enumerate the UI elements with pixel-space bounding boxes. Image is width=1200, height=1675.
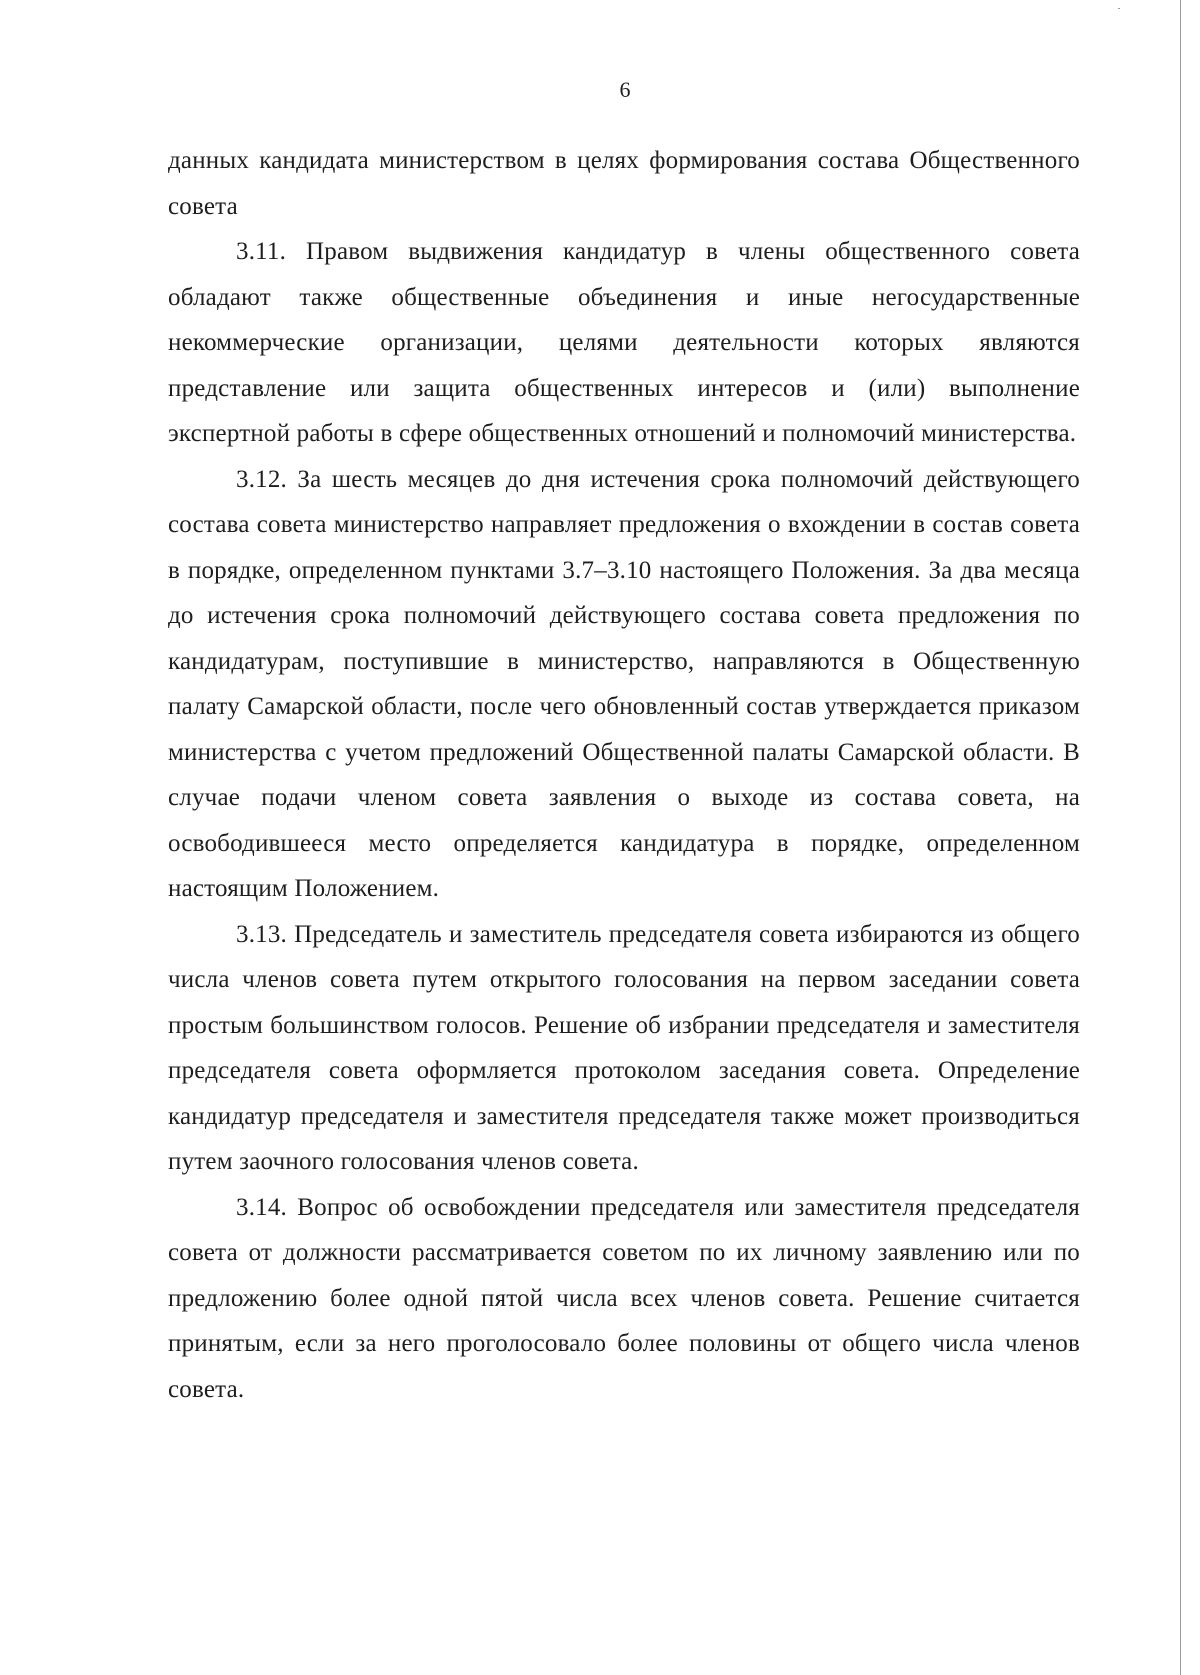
paragraph-3-14: 3.14. Вопрос об освобождении председателя или заместителя председателя совета от должности рассматривается советом по их личному заявлению или по предложению более одной пятой числа всех членов совета. Решение считается принятым, если за него проголосовало более половины от общего числа членов совета. xyxy=(168,1193,1080,1403)
document-body xyxy=(168,138,1080,1412)
paragraph-3-11: 3.11. Правом выдвижения кандидатур в члены общественного совета обладают также общественные объединения и иные негосударственные некоммерческие организации, целями деятельности которых являются представление или защита общественных интересов и (или) выполнение экспертной работы в сфере общественных отношений и полномочий министерства. xyxy=(168,238,1080,447)
paragraph-continuation: данных кандидата министерством в целях формирования состава Общественного совета xyxy=(168,147,1080,220)
paragraph-3-12: 3.12. За шесть месяцев до дня истечения срока полномочий действующего состава совета министерство направляет предложения о вхождении в состав совета в порядке, определенном пунктами 3.7–3.10 настоящего Положения. За два месяца до истечения срока полномочий действующего состава совета предложения по кандидатурам, поступившие в министерство, направляются в Общественную палату Самарской области, после чего обновленный состав утверждается приказом министерства с учетом предложений Общественной палаты Самарской области. В случае подачи членом совета заявления о выходе из состава совета, на освободившееся место определяется кандидатура в порядке, определенном настоящим Положением. xyxy=(168,465,1080,902)
paragraph-3-13: 3.13. Председатель и заместитель председателя совета избираются из общего числа членов совета путем открытого голосования на первом заседании совета простым большинством голосов. Решение об избрании председателя и заместителя председателя совета оформляется протоколом заседания совета. Определение кандидатур председателя и заместителя председателя также может производиться путем заочного голосования членов совета. xyxy=(168,920,1080,1175)
scan-speck xyxy=(1118,8,1120,9)
scan-edge-line xyxy=(1180,0,1181,1675)
page-number: 6 xyxy=(619,77,631,102)
